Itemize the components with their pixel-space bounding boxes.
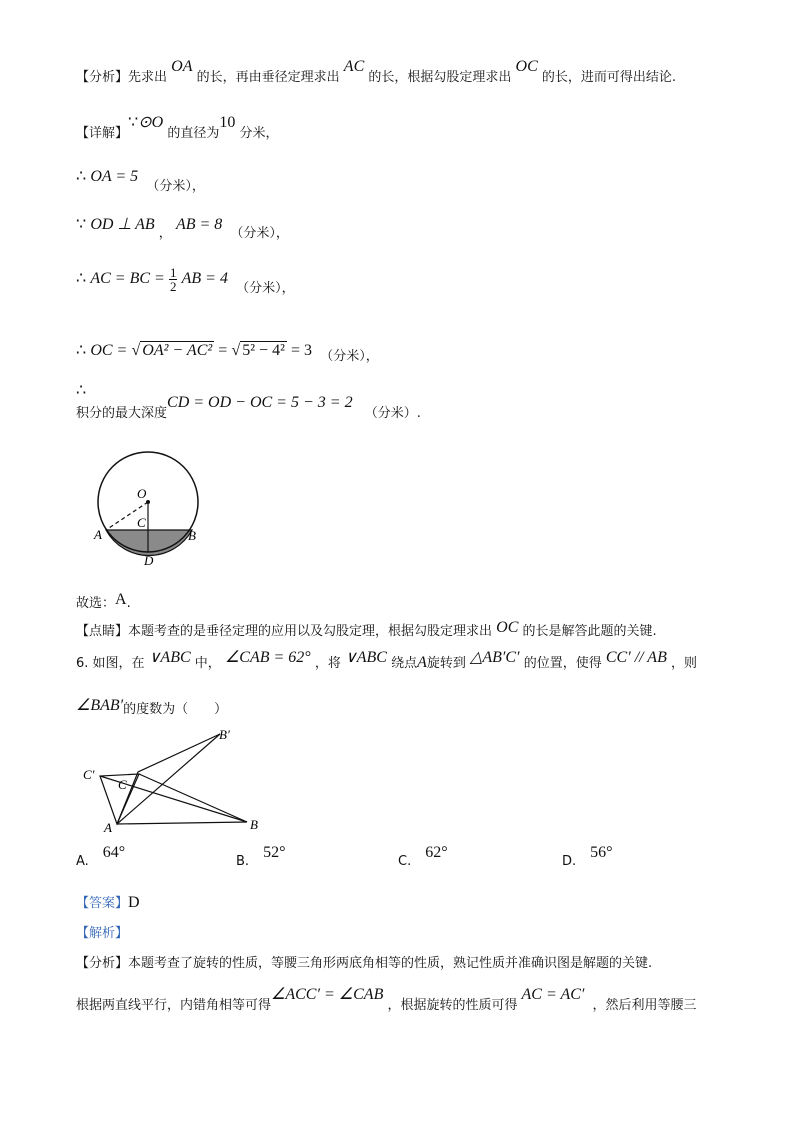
fraction-half: $\frac{1}{2}$ [169,265,177,294]
radical-1: OA² − AC² [142,342,213,359]
step-4: ∴ OC = √ OA² − AC² = √ 5² − 4² = 3 （分米）， [76,342,379,364]
choose-line: 故选：A. [76,591,131,611]
label-o: O [137,486,147,501]
label-c-prime: C′ [83,767,95,782]
answer-line [76,892,140,912]
math-ac: AC [343,58,365,75]
detail-tag: 【详解】 [76,126,129,141]
radical-2: 5² − 4² [242,342,285,359]
step-5: ∴ 积分的最大深度CD = OD − OC = 5 − 3 = 2 （分米）. [76,382,421,421]
step-1: ∴ OA = 5 （分米）， [76,168,205,194]
detail-line: 【详解】∵⊙O 的直径为10 分米， [76,114,279,141]
label-b: B [250,817,258,832]
question-6-line-2: ∠BAB′的度数为（ ） [76,697,228,717]
step-3: ∴ AC = BC = $\frac{1}{2}$ AB = 4 （分米）， [76,265,295,296]
answer-tag: 【答案】 [76,896,129,911]
label-c: C [137,515,146,530]
step-2: ∵ OD ⊥ AB ， AB = 8 （分米）， [76,216,289,241]
question-6-line-1: 6. 如图，在 ∨ABC 中， ∠CAB = 62° ，将 ∨ABC 绕点A旋转到 △AB′C′ 的位置，使得 CC′ // AB ，则 [76,649,698,671]
math-oc: OC [515,58,538,75]
parse-line [76,922,128,941]
comment-tag: 【点睛】 [76,624,129,639]
option-a[interactable]: A.64° [76,844,126,869]
comment-line: 【点睛】本题考查的是垂径定理的应用以及勾股定理，根据勾股定理求出 OC 的长是解答此题的关键. [76,619,657,639]
analysis-tag: 【分析】 [76,70,129,85]
parse-tag: 【解析】 [76,926,129,941]
label-c: C [118,777,127,792]
option-c[interactable]: C.62° [398,844,448,869]
analysis-line-1: 【分析】先求出 OA 的长，再由垂径定理求出 AC 的长，根据勾股定理求出 OC 的长，进而可得出结论. [76,58,677,85]
analysis2-tag: 【分析】 [76,956,129,971]
analysis2-line-2: 根据两直线平行，内错角相等可得∠ACC′ = ∠CAB ，根据旋转的性质可得AC = AC′ ，然后利用等腰三 [76,986,697,1013]
answer-value: D [128,894,140,911]
option-d[interactable]: D.56° [562,844,613,869]
math-circle-o: ⊙O [138,114,164,131]
label-d: D [144,553,154,568]
label-b-prime: B′ [219,727,230,742]
figure-triangles [80,726,270,838]
option-b[interactable]: B.52° [236,844,286,869]
label-a: A [94,527,102,542]
analysis2-line-1: 【分析】本题考查了旋转的性质，等腰三角形两底角相等的性质，熟记性质并准确识图是解题的关键. [76,956,653,971]
label-a: A [104,820,112,835]
question-number: 6. [76,656,89,671]
math-oa: OA [171,58,193,75]
figure-circle [86,448,216,570]
label-b: B [188,528,196,543]
